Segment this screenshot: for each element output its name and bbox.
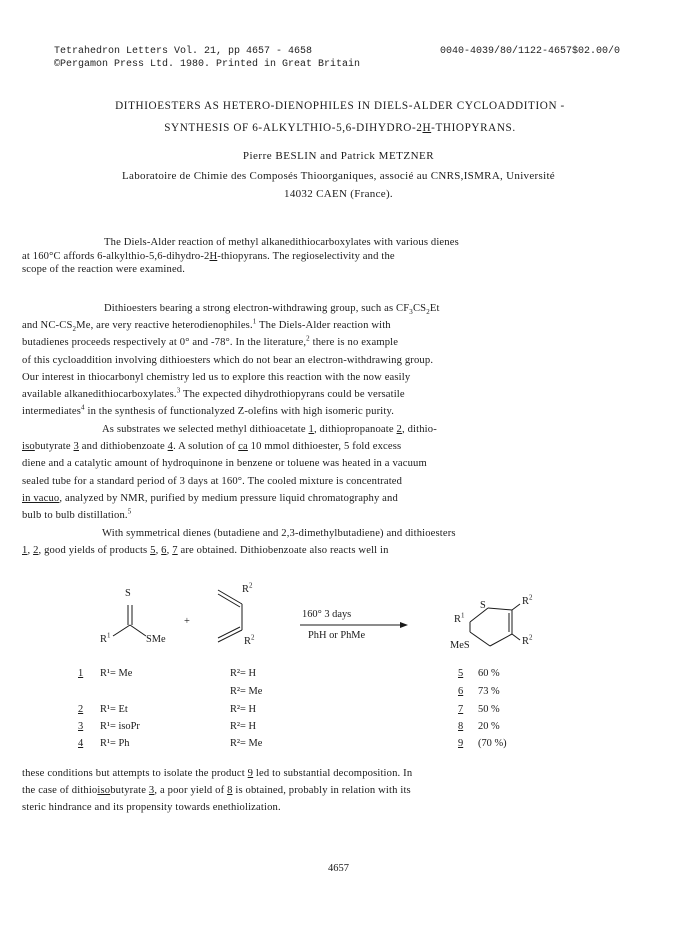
sme-label: SMe: [146, 634, 166, 645]
reaction-scheme: S $R^1$ SMe + $R^2$ $R^2$ 160° 3 days PhH or PhMe S $R^1$ MeS $R^2$ $R^2$ 1 R¹= Me R²= H 5 60 % R²= Me 6 73 % 2 R¹= Et R²= H 7 50 % 3 R¹= isoPr R²= H 8 20 % 4 R¹= Ph R²= Me 9 (70 %): [0, 580, 677, 750]
body-paragraph-1: Dithioesters bearing a strong electron-withdrawing group, such as $CF_3CS_2Et$ and $NC-CS_2Me$, are very reactive heterodienophiles.$^1$ The Diels-Alder reaction with butadienes proceeds respectively at 0° and -78°. In the literature,$^2$ there is no example of this cycloaddition involving dithioesters which do not bear an electron-withdrawing group. Our interest in thiocarbonyl chemistry led us to explore this reaction with the now easily available alkanedithiocarboxylates.$^3$ The expected dihydrothiopyrans could be versatile intermediates$^4$ in the synthesis of functionalyzed Z-olefins with high isomeric purity.: [22, 303, 440, 418]
ring-s-label: S: [480, 600, 486, 611]
title-line-1: DITHIOESTERS AS HETERO-DIENOPHILES IN DIELS-ALDER CYCLOADDITION -: [115, 100, 565, 112]
conditions-top: 160° 3 days: [302, 609, 352, 620]
conditions-bottom: PhH or PhMe: [308, 630, 366, 641]
product-r1-label: $R^1$: [454, 611, 465, 625]
copyright-line: ©Pergamon Press Ltd. 1980. Printed in Great Britain: [54, 59, 361, 70]
page-number: 4657: [328, 863, 349, 874]
plus-sign: +: [184, 616, 190, 627]
title-line-2: SYNTHESIS OF 6-ALKYLTHIO-5,6-DIHYDRO-2H-THIOPYRANS.: [164, 122, 516, 134]
authors: Pierre BESLIN and Patrick METZNER: [242, 150, 435, 162]
journal-citation: Tetrahedron Letters Vol. 21, pp 4657 - 4658: [54, 46, 313, 57]
abstract: The Diels-Alder reaction of methyl alkanedithiocarboxylates with various dienes at 160°C affords 6-alkylthio-5,6-dihydro-2H-thiopyrans. The regioselectivity and the scope of the reaction were examined.: [22, 237, 459, 275]
body-paragraph-2: As substrates we selected methyl dithioacetate 1, dithiopropanoate 2, dithio- isobutyrate 3 and dithiobenzoate 4. A solution of ca 10 mmol dithioester, 5 fold excess diene and a catalytic amount of hydroquinone in benzene or toluene was heated in a vacuum sealed tube for a standard period of 3 days at 160°. The cooled mixture is concentrated in vacuo, analyzed by NMR, purified by medium pressure liquid chromatography and bulb to bulb distillation.$^5$: [22, 424, 437, 522]
mes-label: MeS: [450, 640, 470, 651]
body-paragraph-3: With symmetrical dienes (butadiene and 2,3-dimethylbutadiene) and dithioesters 1, 2, good yields of products 5, 6, 7 are obtained. Dithiobenzoate also reacts well in: [22, 528, 456, 557]
body-paragraph-4: these conditions but attempts to isolate the product 9 led to substantial decomposition. In the case of dithioisobutyrate 3, a poor yield of 8 is obtained, probably in relation with its steric hindrance and its propensity towards enethiolization.: [22, 768, 413, 814]
thione-s-label: S: [125, 588, 131, 599]
diene-r2-bottom: $R^2$: [244, 633, 255, 647]
diene-r2-top: $R^2$: [242, 581, 253, 595]
product-r2-top: $R^2$: [522, 593, 533, 607]
product-r2-bottom: $R^2$: [522, 633, 533, 647]
article-code: 0040-4039/80/1122-4657$02.00/0: [440, 46, 621, 57]
r1-label: $R^1$: [100, 631, 111, 645]
affiliation-line-2: 14032 CAEN (France).: [284, 188, 393, 200]
affiliation-line-1: Laboratoire de Chimie des Composés Thioorganiques, associé au CNRS,ISMRA, Université: [122, 170, 555, 182]
